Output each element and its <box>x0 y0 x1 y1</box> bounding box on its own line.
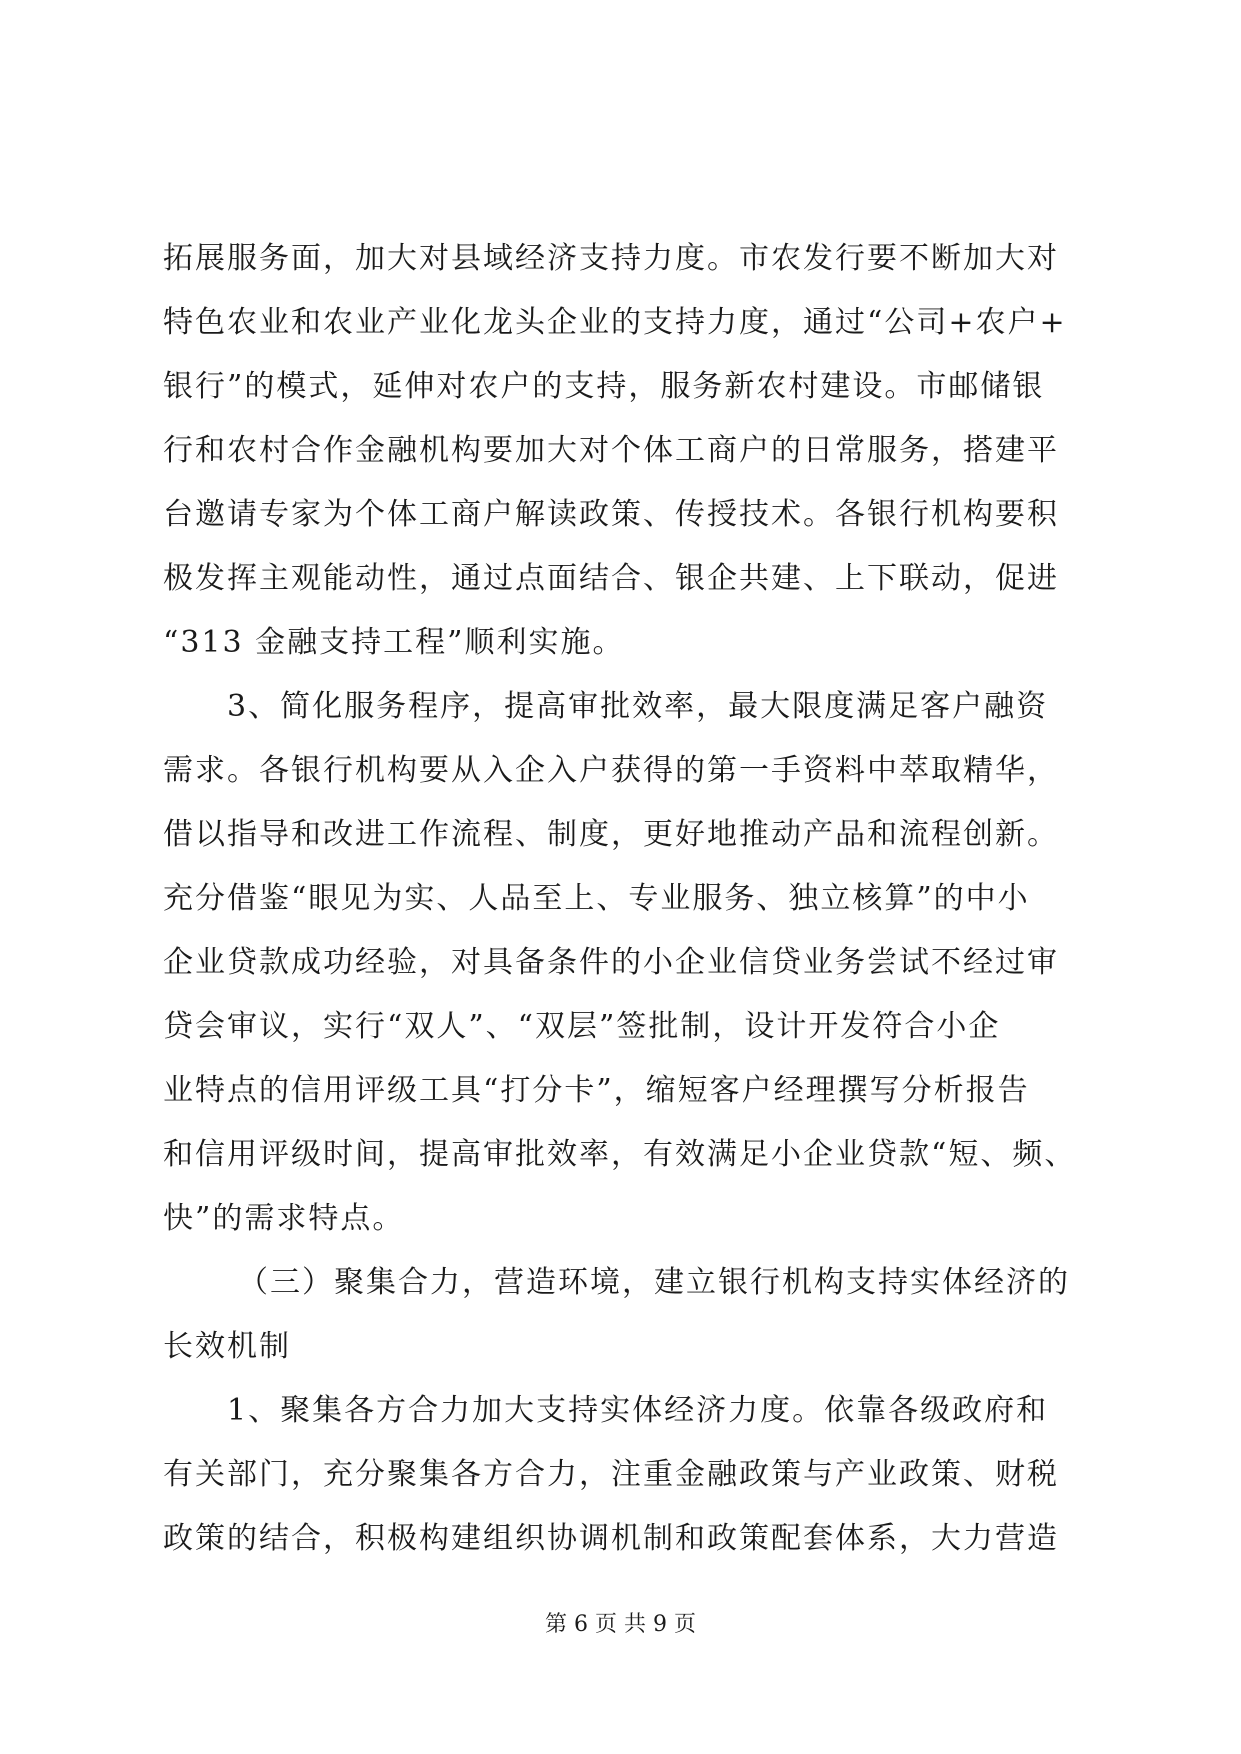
text-line: 需求。各银行机构要从入企入户获得的第一手资料中萃取精华， <box>163 753 1059 788</box>
text-line: 极发挥主观能动性，通过点面结合、银企共建、上下联动，促进 <box>163 561 1059 596</box>
text-line: 业特点的信用评级工具“打分卡”，缩短客户经理撰写分析报告 <box>163 1073 1030 1108</box>
page-number-footer: 第 6 页 共 9 页 <box>545 1612 696 1637</box>
body-text <box>163 227 1083 1571</box>
text-line: 快”的需求特点。 <box>163 1201 405 1236</box>
section-heading-line: （三）聚集合力，营造环境，建立银行机构支持实体经济的 <box>238 1265 1070 1300</box>
text-line: 和信用评级时间，提高审批效率，有效满足小企业贷款“短、频、 <box>163 1137 1077 1172</box>
text-line: “313 金融支持工程”顺利实施。 <box>163 625 625 660</box>
text-line: 特色农业和农业产业化龙头企业的支持力度，通过“公司+农户+ <box>163 305 1067 340</box>
section-heading-line: 长效机制 <box>163 1329 291 1364</box>
text-line: 拓展服务面，加大对县域经济支持力度。市农发行要不断加大对 <box>163 241 1059 276</box>
text-line: 贷会审议，实行“双人”、“双层”签批制，设计开发符合小企 <box>163 1009 1001 1044</box>
paragraph-start-line: 3、简化服务程序，提高审批效率，最大限度满足客户融资 <box>227 689 1049 724</box>
text-line: 充分借鉴“眼见为实、人品至上、专业服务、独立核算”的中小 <box>163 881 1030 916</box>
text-line: 借以指导和改进工作流程、制度，更好地推动产品和流程创新。 <box>163 817 1059 852</box>
text-line: 银行”的模式，延伸对农户的支持，服务新农村建设。市邮储银 <box>163 369 1045 404</box>
paragraph-start-line: 1、聚集各方合力加大支持实体经济力度。依靠各级政府和 <box>227 1393 1049 1428</box>
text-line: 台邀请专家为个体工商户解读政策、传授技术。各银行机构要积 <box>163 497 1059 532</box>
text-line: 有关部门，充分聚集各方合力，注重金融政策与产业政策、财税 <box>163 1457 1059 1492</box>
text-line: 政策的结合，积极构建组织协调机制和政策配套体系，大力营造 <box>163 1521 1059 1556</box>
text-line: 企业贷款成功经验，对具备条件的小企业信贷业务尝试不经过审 <box>163 945 1059 980</box>
text-line: 行和农村合作金融机构要加大对个体工商户的日常服务，搭建平 <box>163 433 1059 468</box>
